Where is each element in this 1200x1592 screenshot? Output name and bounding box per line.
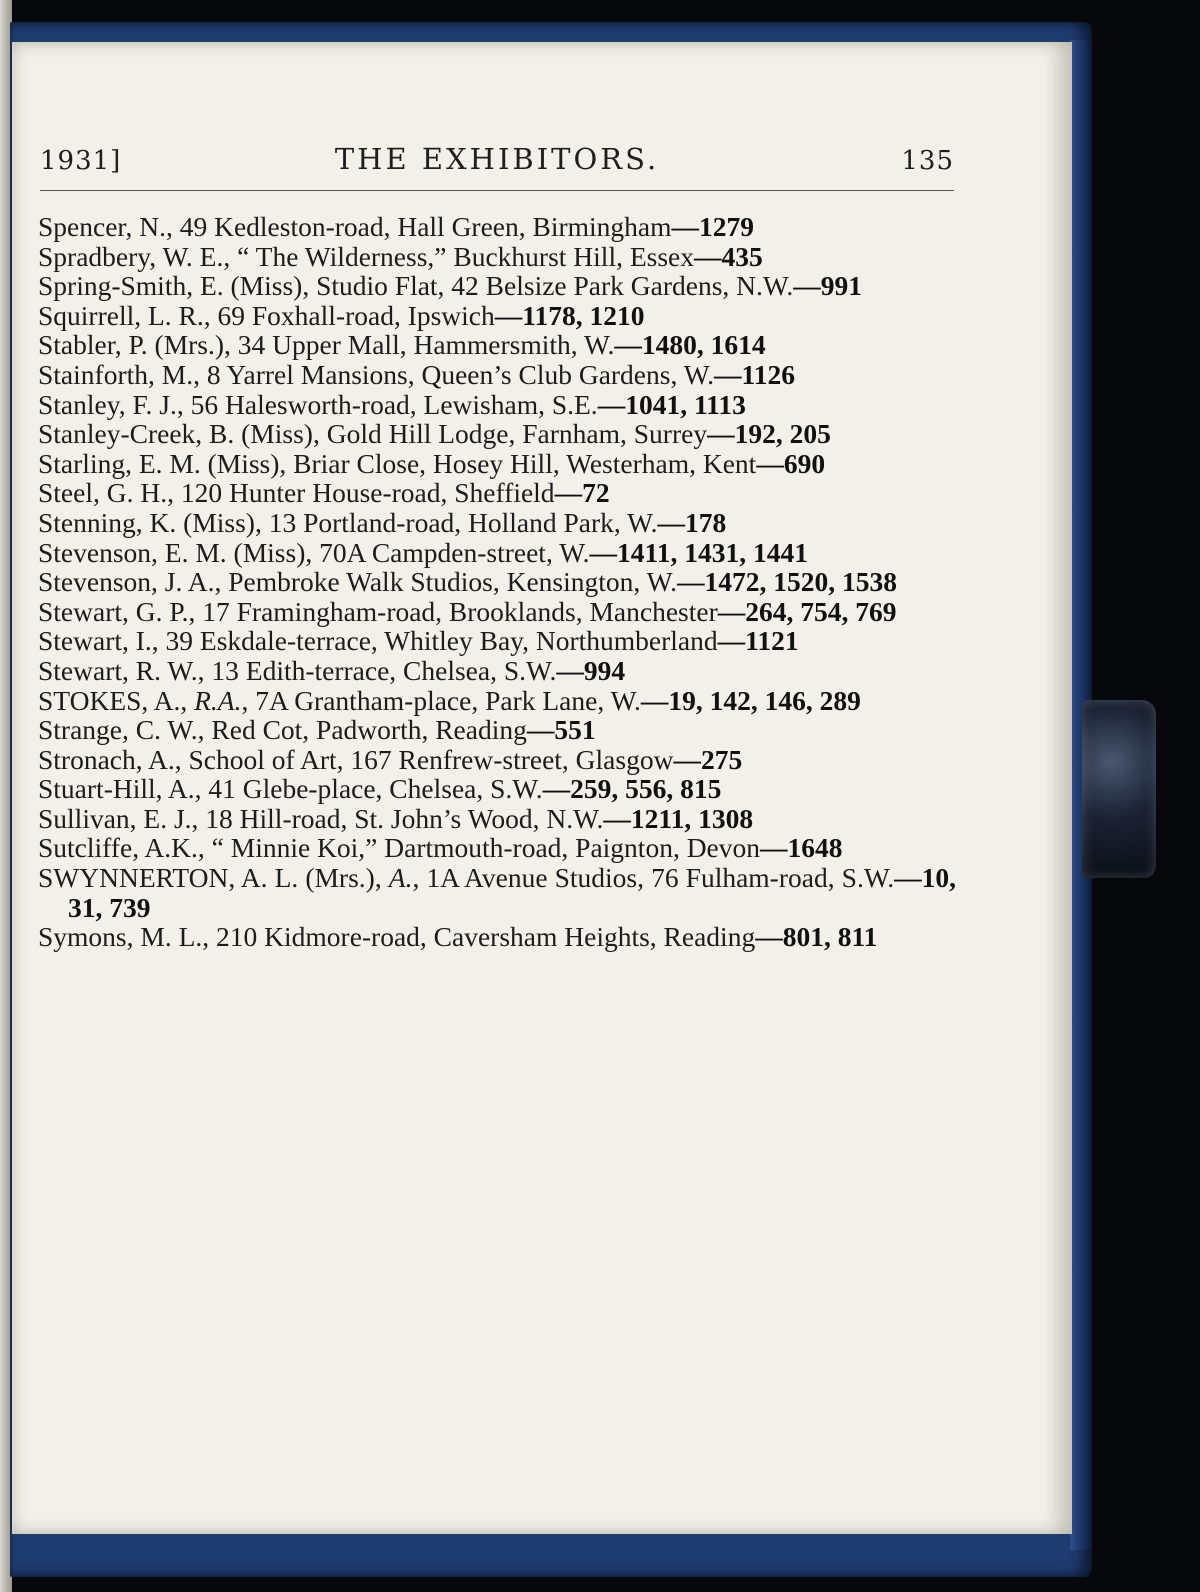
exhibitor-name: Steel, G. H. (38, 477, 168, 509)
exhibitor-entry (38, 419, 956, 449)
exhibit-numbers: —1472, 1520, 1538 (676, 566, 897, 598)
exhibitor-name: Spradbery, W. E. (38, 240, 224, 272)
exhibitor-address: , “ The Wilderness,” Buckhurst Hill, Essex (223, 240, 694, 272)
exhibitor-entry (38, 833, 956, 863)
running-head-year: 1931] (40, 146, 122, 176)
leather-clasp (1082, 700, 1156, 878)
page-number: 135 (901, 146, 954, 176)
exhibitor-address: , 13 Portland-road, Holland Park, W. (254, 506, 658, 538)
exhibitor-name: Stewart, G. P. (38, 595, 189, 627)
exhibitor-name: Stewart, R. W. (38, 654, 198, 686)
exhibit-numbers: —994 (556, 654, 626, 686)
exhibitor-address: , 17 Framingham-road, Brooklands, Manchester (188, 595, 718, 627)
exhibitor-name: Stanley-Creek, B. (Miss) (38, 418, 313, 450)
exhibitor-entry (38, 242, 956, 272)
exhibitor-address: , 8 Yarrel Mansions, Queen’s Club Gardens, W. (193, 358, 715, 390)
exhibit-numbers: —991 (793, 270, 862, 302)
exhibitor-entry (38, 774, 956, 804)
exhibitor-address: , School of Art, 167 Renfrew-street, Glasgow (174, 743, 674, 775)
exhibitor-entry (38, 715, 956, 745)
exhibitor-address: , 7A Grantham-place, Park Lane, W. (241, 684, 641, 716)
exhibitor-entry (38, 360, 956, 390)
exhibitor-address: , 13 Edith-terrace, Chelsea, S.W. (197, 654, 557, 686)
exhibitor-name: Stabler, P. (Mrs.) (38, 329, 225, 361)
exhibitor-entry (38, 301, 956, 331)
exhibitor-name: Starling, E. M. (Miss) (38, 447, 280, 479)
exhibitor-address: , 210 Kidmore-road, Caversham Heights, Reading (202, 921, 756, 953)
exhibitor-name: STOKES, A. (38, 684, 181, 716)
exhibitor-entry (38, 538, 956, 568)
exhibitor-address: , Studio Flat, 42 Belsize Park Gardens, N.W. (302, 270, 794, 302)
exhibitor-entry (38, 508, 956, 538)
exhibitor-name: Spencer, N. (38, 211, 166, 242)
exhibit-numbers: —1121 (717, 625, 799, 657)
exhibit-numbers: —275 (673, 743, 743, 775)
exhibit-numbers: —1041, 1113 (597, 388, 746, 420)
exhibitor-entry (38, 626, 956, 656)
exhibit-numbers: —1648 (760, 832, 843, 864)
exhibit-numbers: —1126 (714, 358, 796, 390)
exhibitor-address: , 56 Halesworth-road, Lewisham, S.E. (176, 388, 598, 420)
exhibit-numbers: —19, 142, 146, 289 (640, 684, 861, 716)
exhibitor-name: Squirrell, L. R. (38, 299, 204, 331)
exhibitor-address: , 70A Campden-street, W. (305, 536, 590, 568)
exhibit-numbers: —192, 205 (707, 418, 831, 450)
exhibitor-name: Stevenson, E. M. (Miss) (38, 536, 306, 568)
exhibit-numbers: —1178, 1210 (494, 299, 645, 331)
exhibitor-name: Stuart-Hill, A. (38, 773, 195, 805)
exhibit-numbers: —801, 811 (755, 921, 878, 953)
exhibitor-entry (38, 449, 956, 479)
exhibitor-address: , 120 Hunter House-road, Sheffield (167, 477, 555, 509)
exhibit-numbers: —259, 556, 815 (542, 773, 722, 805)
exhibitor-name: Sutcliffe, A.K. (38, 832, 198, 864)
exhibit-numbers: —178 (657, 506, 727, 538)
exhibitor-list (38, 212, 956, 952)
header-rule (40, 190, 954, 191)
exhibitor-address: , 69 Foxhall-road, Ipswich (203, 299, 495, 331)
exhibit-numbers: —1211, 1308 (603, 802, 754, 834)
exhibitor-name: Stevenson, J. A. (38, 566, 215, 598)
exhibitor-address: , 18 Hill-road, St. John’s Wood, N.W. (191, 802, 604, 834)
exhibitor-entry: SWYNNERTON, A. L. (Mrs.), A., 1A Avenue Studios, 76 Fulham-road, S.W.—10, 31, 739 (38, 862, 957, 923)
exhibitor-name: Stewart, I. (38, 625, 152, 657)
exhibit-numbers: —1411, 1431, 1441 (589, 536, 808, 568)
exhibitor-name: Strange, C. W. (38, 714, 198, 746)
exhibitor-name: Stenning, K. (Miss) (38, 506, 255, 538)
exhibitor-address: , Briar Close, Hosey Hill, Westerham, Kent (279, 447, 757, 479)
exhibit-numbers: —1480, 1614 (614, 329, 766, 361)
exhibitor-name: Stronach, A. (38, 743, 175, 775)
exhibitor-address: , 41 Glebe-place, Chelsea, S.W. (194, 773, 543, 805)
exhibitor-address: , Red Cot, Padworth, Reading (197, 714, 527, 746)
exhibitor-entry (38, 804, 956, 834)
running-head-title: THE EXHIBITORS. (334, 142, 660, 176)
exhibit-numbers: —72 (554, 477, 610, 509)
exhibitor-name: Stainforth, M. (38, 358, 194, 390)
exhibitor-name: Spring-Smith, E. (Miss) (38, 270, 303, 302)
exhibitor-name: Stanley, F. J. (38, 388, 177, 420)
exhibitor-address: , Pembroke Walk Studios, Kensington, W. (214, 566, 677, 598)
exhibitor-name: SWYNNERTON, A. L. (Mrs.) (38, 862, 375, 894)
exhibitor-address: , 1A Avenue Studios, 76 Fulham-road, S.W. (412, 862, 895, 894)
exhibitor-honour: A. (388, 862, 413, 894)
exhibitor-address: , 49 Kedleston-road, Hall Green, Birmingham (165, 211, 672, 242)
exhibitor-entry (38, 656, 956, 686)
exhibitor-entry (38, 390, 956, 420)
exhibit-numbers: —435 (694, 240, 763, 272)
exhibitor-name: Sullivan, E. J. (38, 802, 192, 834)
exhibitor-entry (38, 922, 956, 952)
exhibitor-entry (38, 271, 956, 301)
exhibitor-entry (38, 330, 956, 360)
exhibitor-honour: R.A. (194, 684, 242, 716)
exhibitor-entry (38, 567, 956, 597)
exhibitor-entry (38, 597, 956, 627)
exhibitor-name: Symons, M. L. (38, 921, 203, 953)
exhibitor-entry (38, 212, 956, 242)
exhibitor-address: , “ Minnie Koi,” Dartmouth-road, Paignton, Devon (197, 832, 761, 864)
exhibitor-address: , Gold Hill Lodge, Farnham, Surrey (312, 418, 708, 450)
running-head (40, 140, 954, 184)
exhibit-numbers: —1279 (671, 211, 755, 242)
exhibitor-address: , 34 Upper Mall, Hammersmith, W. (224, 329, 615, 361)
exhibitor-address: , 39 Eskdale-terrace, Whitley Bay, Northumberland (151, 625, 718, 657)
exhibit-numbers: —264, 754, 769 (717, 595, 897, 627)
exhibitor-entry: STOKES, A., R.A., 7A Grantham-place, Park Lane, W.—19, 142, 146, 289 (38, 684, 861, 716)
exhibit-numbers: —10, 31, 739 (68, 862, 957, 923)
exhibitor-entry (38, 478, 956, 508)
exhibit-numbers: —690 (756, 447, 826, 479)
exhibit-numbers: —551 (526, 714, 596, 746)
exhibitor-entry (38, 745, 956, 775)
